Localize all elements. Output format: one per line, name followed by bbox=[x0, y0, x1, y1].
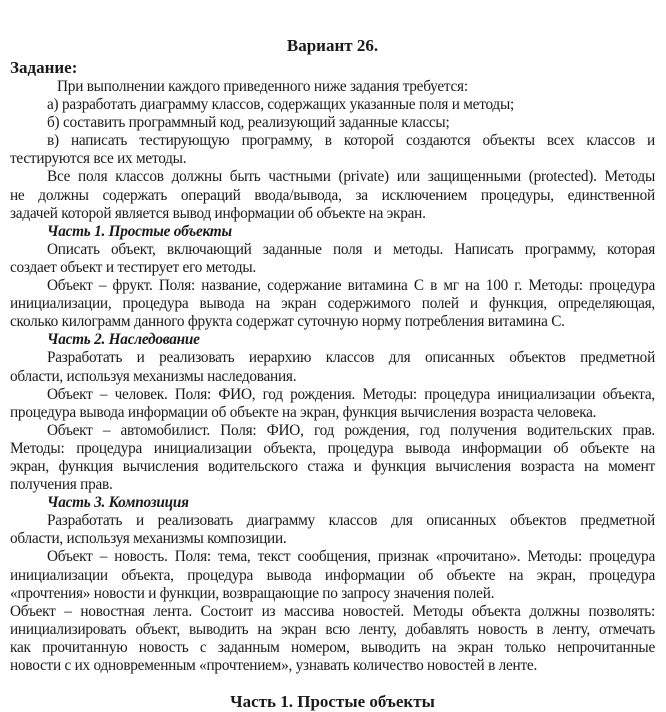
text-line: Методы: процедура инициализации объекта, процедура вывода информации об объекте на bbox=[10, 439, 655, 457]
text-line: создает объект и тестирует его методы. bbox=[10, 258, 256, 276]
text-line: Описать объект, включающий заданные поля и методы. Написать программу, которая bbox=[47, 240, 655, 258]
paragraph bbox=[10, 548, 655, 602]
text-line: б) составить программный код, реализующий заданные классы; bbox=[47, 114, 450, 132]
text-line: сколько килограмм данного фрукта содержат суточную норму потребления витамина С. bbox=[10, 313, 565, 331]
text-line: тестируются все их методы. bbox=[10, 150, 187, 168]
text-line: Часть 3. Композиция bbox=[47, 494, 189, 512]
paragraph bbox=[10, 603, 655, 675]
text-line: не должны содержать операций ввода/вывода, за исключением процедуры, единственной bbox=[10, 186, 655, 204]
text-line: Часть 2. Наследование bbox=[47, 331, 200, 349]
text-line: Разработать и реализовать диаграмму классов для описанных объектов предметной bbox=[47, 512, 655, 530]
paragraph bbox=[10, 132, 655, 168]
text-line: Часть 1. Простые объекты bbox=[47, 222, 232, 240]
text-line: процедура вывода информации об объекте на экран, функция вычисления возраста человека. bbox=[10, 403, 597, 421]
text-line: При выполнении каждого приведенного ниже задания требуется: bbox=[57, 78, 468, 95]
text-line: экран, функция вычисления водительского стажа и функция вычисления возраста на момент bbox=[10, 457, 655, 475]
text-line: инициализации, процедура вывода на экран содержимого полей и функция, определяющая, bbox=[10, 295, 655, 313]
text-line: инициализировать объект, выводить на экран всю ленту, добавлять новость в ленту, отмечать bbox=[10, 620, 655, 638]
text-line: области, используя механизмы композиции. bbox=[10, 530, 287, 548]
document-body bbox=[10, 78, 655, 675]
task-heading: Задание: bbox=[10, 58, 78, 77]
text-line: Объект – человек. Поля: ФИО, год рождения. Методы: процедура инициализации объекта, bbox=[47, 385, 655, 403]
paragraph bbox=[10, 168, 655, 222]
subsection-heading bbox=[10, 223, 655, 241]
paragraph bbox=[10, 386, 655, 422]
text-line: задачей которой является вывод информации об объекте на экран. bbox=[10, 204, 426, 222]
text-line: а) разработать диаграмму классов, содержащих указанные поля и методы; bbox=[47, 96, 514, 114]
text-line: новости с их одновременным «прочтением», узнавать количество новостей в ленте. bbox=[10, 657, 538, 674]
text-line: как прочитанную новость с заданным номером, выводить на экран только непрочитанные bbox=[10, 638, 655, 656]
paragraph bbox=[10, 114, 655, 132]
paragraph bbox=[10, 277, 655, 331]
paragraph bbox=[10, 422, 655, 494]
text-line: области, используя механизмы наследования. bbox=[10, 367, 297, 385]
paragraph bbox=[10, 96, 655, 114]
document-title: Вариант 26. bbox=[286, 36, 379, 55]
paragraph bbox=[10, 349, 655, 385]
text-line: инициализации объекта, процедура вывода информации об объекте на экран, процедура bbox=[10, 566, 655, 584]
text-line: Объект – новостная лента. Состоит из массива новостей. Методы объекта должны позволять: bbox=[10, 602, 655, 620]
text-line: Объект – автомобилист. Поля: ФИО, год рождения, год получения водительских прав. bbox=[47, 421, 655, 439]
paragraph bbox=[10, 78, 655, 96]
text-line: Объект – новость. Поля: тема, текст сообщения, признак «прочитано». Методы: процедура bbox=[47, 548, 655, 566]
text-line: Объект – фрукт. Поля: название, содержание витамина С в мг на 100 г. Методы: процедура bbox=[47, 277, 655, 295]
paragraph bbox=[10, 241, 655, 277]
text-line: Все поля классов должны быть частными (private) или защищенными (protected). Методы bbox=[47, 168, 655, 186]
subsection-heading bbox=[10, 494, 655, 512]
section-heading: Часть 1. Простые объекты bbox=[230, 692, 435, 712]
text-line: в) написать тестирующую программу, в которой создаются объекты всех классов и bbox=[47, 132, 655, 150]
text-line: получения прав. bbox=[10, 476, 113, 494]
paragraph bbox=[10, 512, 655, 548]
text-line: Разработать и реализовать иерархию классов для описанных объектов предметной bbox=[47, 349, 655, 367]
text-line: «прочтения» новости и функции, возвращающие по запросу значения полей. bbox=[10, 584, 495, 602]
subsection-heading bbox=[10, 331, 655, 349]
